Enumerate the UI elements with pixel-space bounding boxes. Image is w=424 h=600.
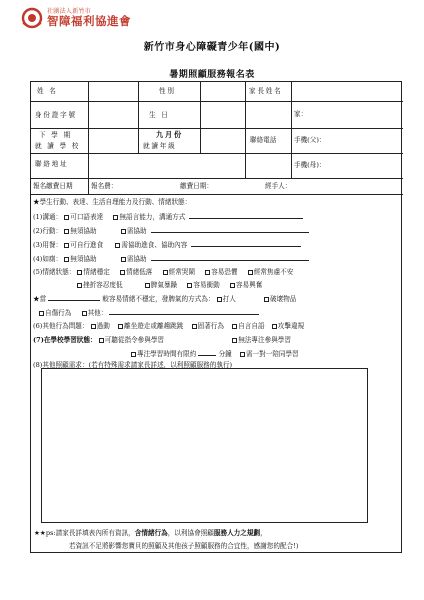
row-divider	[31, 178, 403, 179]
checkbox[interactable]	[232, 324, 237, 329]
option-no-assist: 無須協助	[70, 227, 97, 235]
school-label-line1: 下 學 期	[39, 131, 72, 139]
option-learning: 專注學習時間有限約	[137, 350, 197, 358]
checkbox[interactable]	[272, 324, 277, 329]
row-divider	[31, 101, 403, 102]
footer-note-e: ，	[260, 529, 267, 537]
checkbox[interactable]	[163, 270, 168, 275]
trigger-row-2	[39, 309, 259, 317]
trigger-prefix: ★當	[33, 295, 47, 303]
grade-label-line1: 九月份	[156, 130, 183, 139]
col-divider	[138, 101, 139, 153]
blank-line[interactable]	[189, 213, 303, 219]
option-learning: 可聽從指令參與學習	[104, 336, 165, 344]
mobility-label: (2)行動：	[33, 227, 63, 235]
option-learning: 無法專注參與學習	[238, 336, 291, 344]
checkbox[interactable]	[121, 257, 126, 262]
other-needs-textarea[interactable]	[41, 368, 368, 523]
assessment-intro: ★學生行動、表達、生活自理能力及行動、情緒狀態：	[33, 198, 192, 206]
mother-mobile-label: 手機(母)：	[294, 161, 326, 169]
option-emotion: 脾氣暴躁	[150, 281, 178, 289]
option-verbal: 可口語表達	[70, 213, 104, 221]
toileting-row	[33, 255, 309, 263]
parent-name-label: 家長姓名	[249, 87, 283, 95]
birthday-label: 生 日	[149, 111, 170, 119]
eating-label: (3)用餐：	[33, 241, 63, 249]
father-mobile-label: 手機(父)：	[294, 136, 326, 144]
option-emotion: 挫折容忍度低	[83, 281, 123, 289]
footer-note-line1	[34, 530, 267, 537]
other-needs-label: (8)其他照顧需求：(若有特殊需求請家長詳述，以利照顧服務的執行)	[33, 361, 233, 369]
blank-line[interactable]	[191, 241, 301, 247]
footer-note-b: 含情緒行為	[134, 529, 168, 537]
org-big-name: 智障福利協進會	[47, 13, 131, 28]
checkbox[interactable]	[205, 270, 210, 275]
option-behavior: 過動	[96, 322, 110, 330]
footer-note-a: ★★ps:請家長詳填表內所有資訊，	[34, 529, 135, 537]
checkbox[interactable]	[192, 324, 197, 329]
fee-label: 報名費：	[91, 182, 118, 190]
footer-note-line2: 若資訊不足將影響您寶貝的照顧及其他孩子照顧服務的合宜性，感謝您的配合!)	[69, 542, 299, 550]
document-title: 新竹市身心障礙青少年(國中)	[143, 42, 281, 53]
checkbox[interactable]	[264, 297, 269, 302]
checkbox[interactable]	[115, 243, 120, 248]
option-self-harm: 自傷行為	[45, 309, 72, 317]
mobility-row	[33, 227, 309, 235]
checkbox[interactable]	[232, 338, 237, 343]
option-hitting: 打人	[222, 295, 236, 303]
communication-label: (1)溝通：	[33, 213, 63, 221]
option-emotion: 容易恐懼	[211, 268, 238, 276]
option-learning: 需一對一陪同學習	[245, 350, 299, 358]
trigger-row	[33, 295, 296, 303]
checkbox[interactable]	[64, 215, 69, 220]
checkbox[interactable]	[64, 243, 69, 248]
address-label: 聯絡地址	[35, 160, 69, 168]
option-other: 其他：	[87, 309, 108, 317]
name-label: 姓 名	[37, 87, 58, 95]
checkbox[interactable]	[82, 311, 87, 316]
behavior-row	[33, 323, 304, 330]
eating-row	[33, 241, 301, 249]
option-no-assist: 無須協助	[70, 255, 97, 263]
option-emotion: 容易興奮	[235, 281, 263, 289]
checkbox[interactable]	[131, 352, 136, 357]
option-emotion: 情緒穩定	[83, 268, 110, 276]
communication-row	[33, 213, 303, 221]
toileting-label: (4)如廁：	[33, 255, 63, 263]
behavior-label: (6)其他行為問題：	[33, 322, 89, 330]
col-divider	[200, 82, 201, 101]
learning-row-2	[131, 350, 299, 358]
footer-note-c: ，以利協會照顧	[167, 529, 214, 537]
option-feed-assist: 需協助進食、協助內容	[121, 241, 188, 249]
row-divider	[31, 153, 403, 154]
checkbox[interactable]	[118, 324, 123, 329]
option-emotion: 經常焦慮不安	[253, 268, 294, 276]
col-divider	[200, 101, 201, 153]
option-emotion: 情緒低落	[126, 268, 153, 276]
checkbox[interactable]	[64, 229, 69, 234]
checkbox[interactable]	[120, 270, 125, 275]
col-divider	[245, 82, 246, 178]
checkbox[interactable]	[99, 338, 104, 343]
checkbox[interactable]	[77, 270, 82, 275]
checkbox[interactable]	[217, 297, 222, 302]
blank-line[interactable]	[109, 309, 259, 315]
option-need-assist: 需協助	[126, 227, 147, 235]
row-divider	[31, 194, 403, 195]
option-nonverbal: 無語言能力，溝通方式	[119, 213, 186, 221]
registration-form	[30, 81, 402, 553]
emotion-row-2	[77, 282, 262, 289]
option-behavior: 自言自語	[238, 322, 265, 330]
handler-label: 經手人：	[265, 182, 292, 190]
minutes-label: 分鐘	[218, 350, 232, 358]
learning-label: (7)在學校學習狀態：	[33, 336, 97, 344]
col-divider	[138, 82, 139, 101]
col-divider	[291, 82, 292, 178]
option-emotion: 容易衝動	[193, 281, 220, 289]
org-logo	[20, 7, 131, 29]
org-logo-icon	[20, 7, 44, 29]
grade-label-line2: 就讀年級	[143, 142, 177, 150]
blank-line[interactable]	[48, 295, 100, 301]
blank-line[interactable]	[151, 227, 309, 233]
school-label-line2: 就 讀 學 校	[35, 142, 81, 150]
blank-line[interactable]	[151, 255, 309, 261]
payment-date-label: 繳費日期：	[180, 182, 213, 190]
checkbox[interactable]	[145, 283, 150, 288]
checkbox[interactable]	[91, 324, 96, 329]
checkbox[interactable]	[230, 283, 235, 288]
contact-phone-label: 聯絡電話	[250, 136, 277, 144]
org-small-name: 社團法人新竹市	[47, 7, 92, 15]
option-behavior: 離坐遊走或離趨跳跳	[124, 322, 184, 330]
gender-label: 性別	[159, 87, 176, 95]
option-self-feed: 可自行進食	[70, 241, 104, 249]
checkbox[interactable]	[77, 283, 82, 288]
blank-line[interactable]	[198, 350, 216, 356]
trigger-text: 較容易情緒不穩定，發脾氣的方式為：	[102, 295, 215, 303]
option-destroy: 破壞物品	[270, 295, 297, 303]
option-need-assist: 需協助	[126, 255, 147, 263]
footer-note-d: 服務人力之規劃	[213, 529, 261, 537]
checkbox[interactable]	[64, 257, 69, 262]
checkbox[interactable]	[121, 229, 126, 234]
option-emotion: 經常哭鬧	[168, 268, 195, 276]
checkbox[interactable]	[39, 311, 44, 316]
fee-date-label: 報名繳費日期	[33, 182, 73, 190]
checkbox[interactable]	[187, 283, 192, 288]
row-divider	[245, 128, 403, 129]
col-divider	[88, 82, 89, 194]
emotion-label: (5)情緒狀態：	[33, 268, 76, 276]
id-number-label: 身份證字號	[35, 111, 77, 119]
option-behavior: 固著行為	[197, 322, 224, 330]
checkbox[interactable]	[113, 215, 118, 220]
checkbox[interactable]	[248, 270, 253, 275]
home-phone-label: 家：	[294, 110, 308, 118]
option-behavior: 攻擊違規	[277, 322, 305, 330]
checkbox[interactable]	[240, 352, 245, 357]
emotion-row-1	[33, 269, 293, 276]
form-title: 暑期照顧服務報名表	[169, 70, 255, 80]
learning-row-1	[33, 337, 291, 344]
